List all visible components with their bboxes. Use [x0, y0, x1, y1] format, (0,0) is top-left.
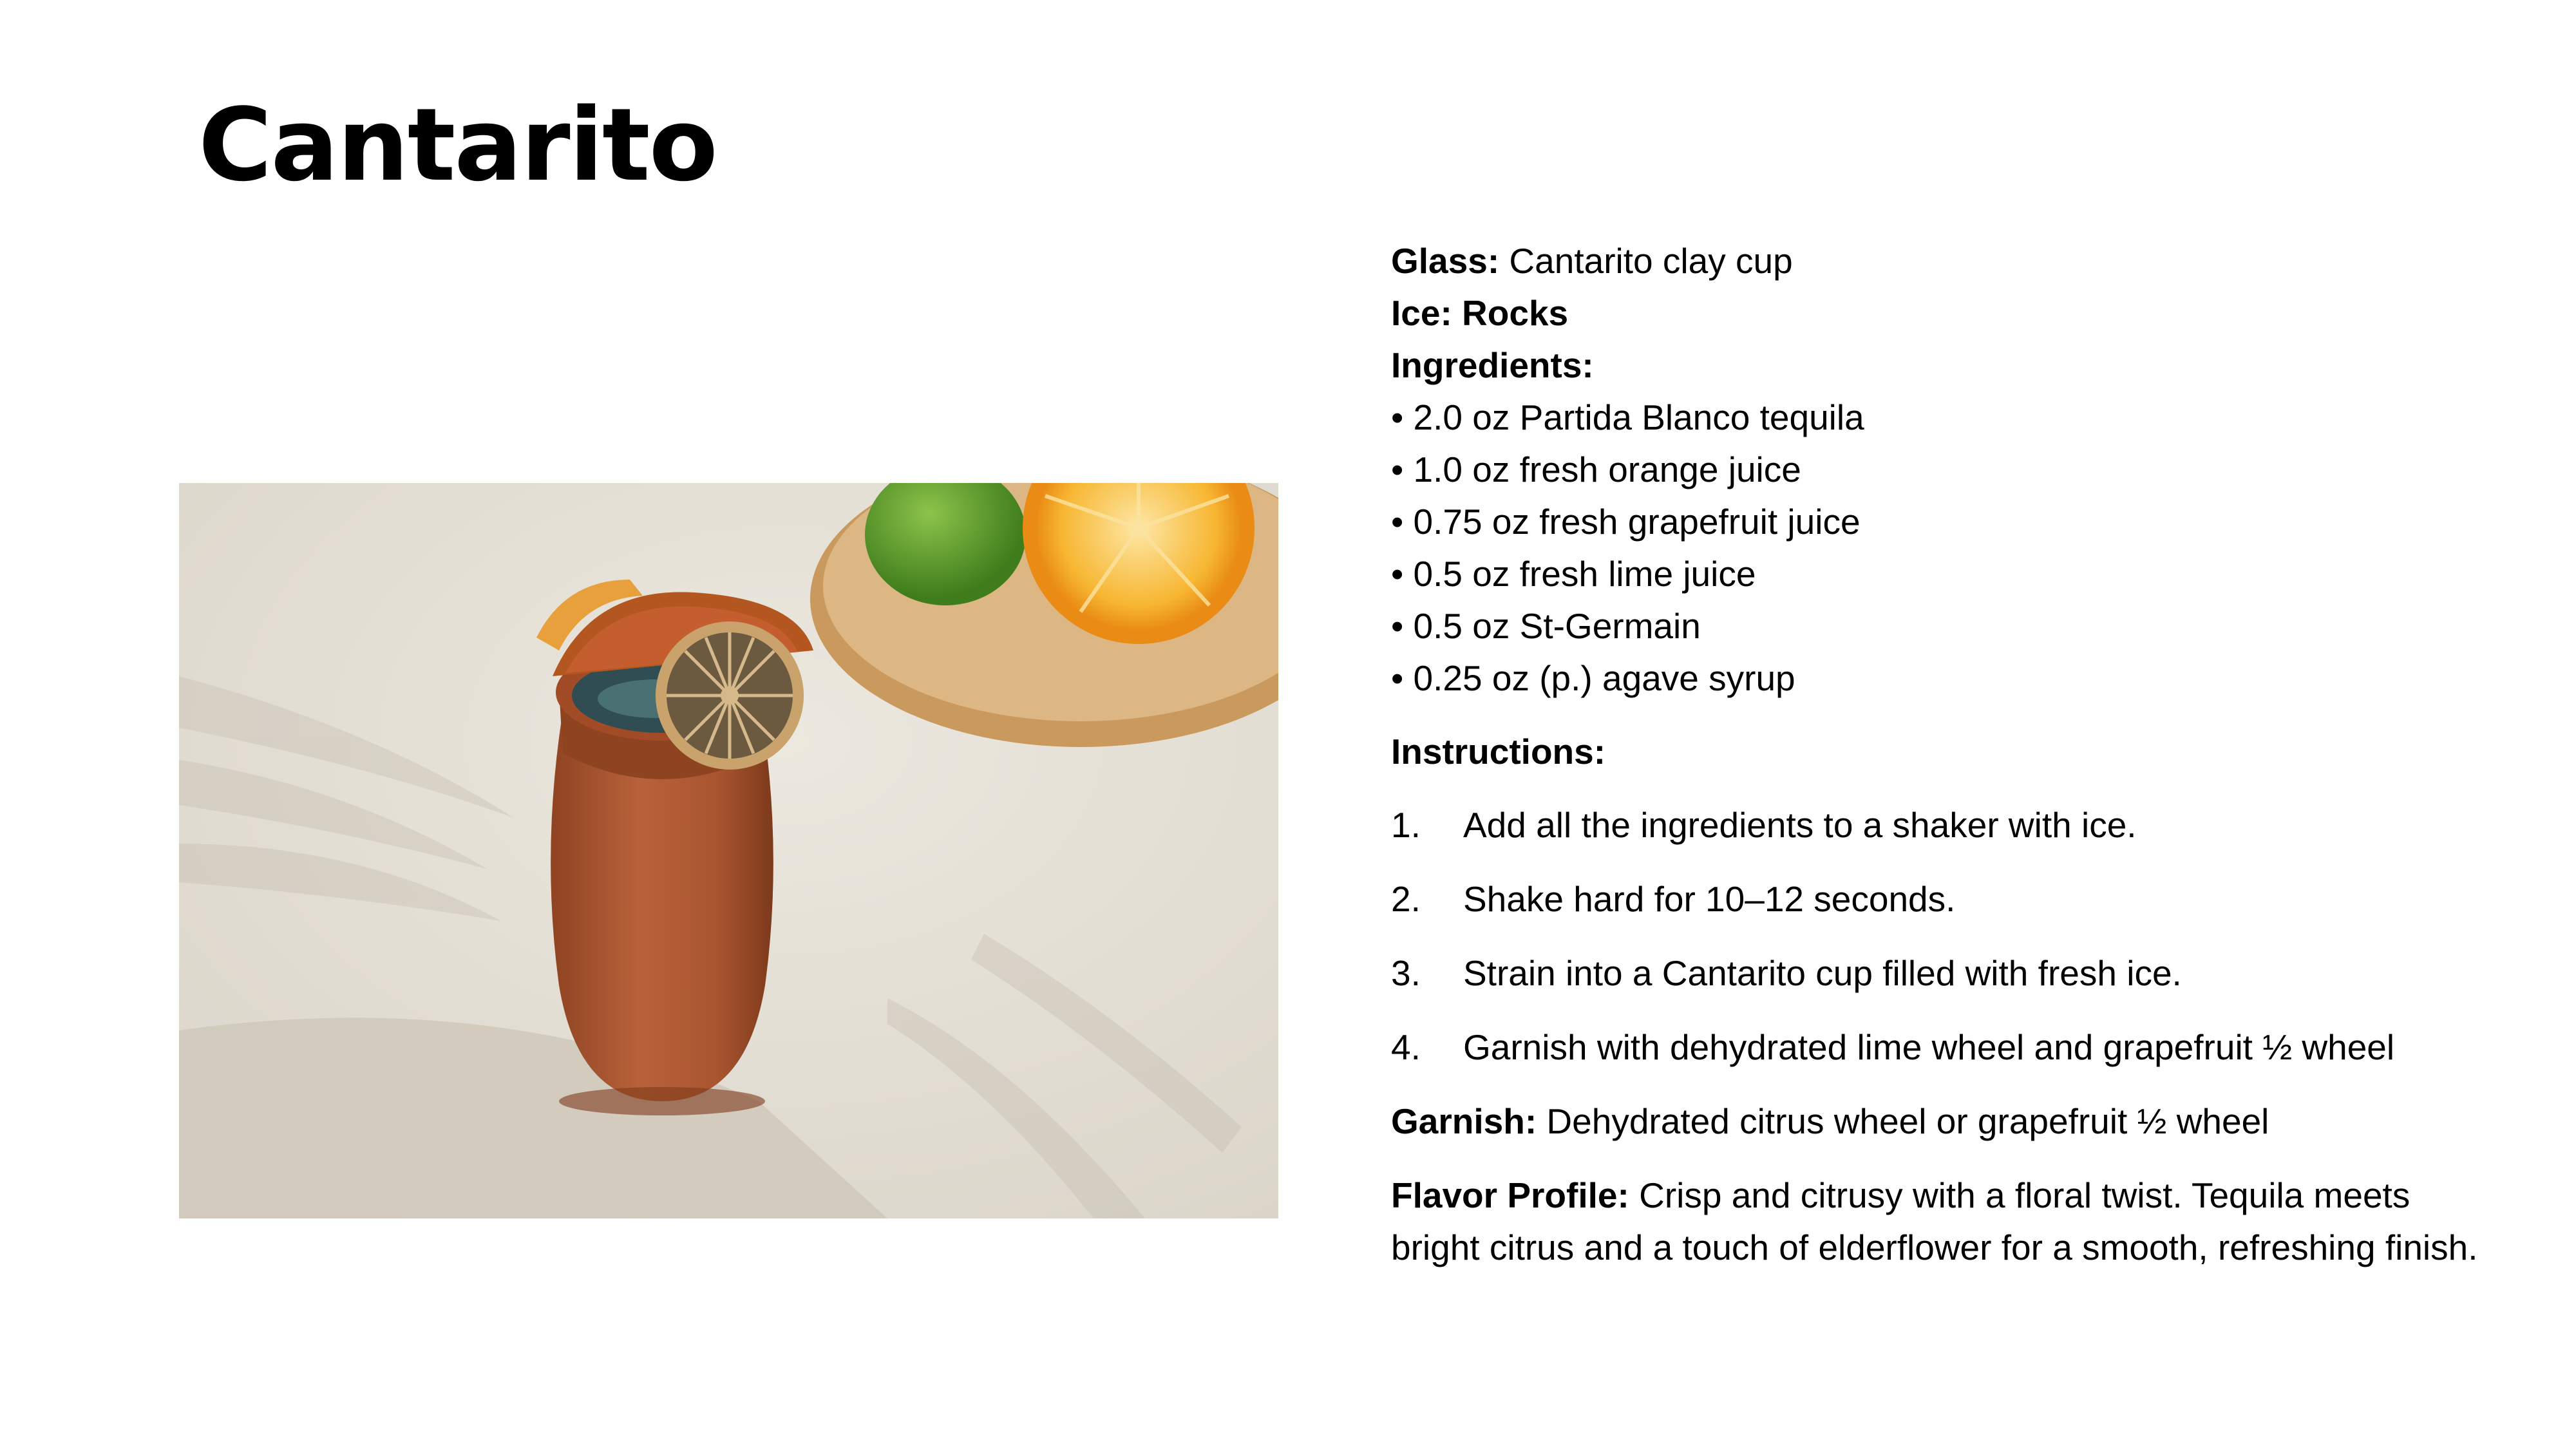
step-number: 2. [1391, 879, 1421, 919]
ingredient-item: • 0.5 oz fresh lime juice [1391, 554, 1756, 594]
ice-line: Ice: Rocks [1391, 293, 1569, 333]
flavor-label: Flavor Profile: [1391, 1175, 1629, 1215]
instruction-step [1391, 873, 2486, 925]
instruction-step [1391, 947, 2486, 999]
ingredient-item: • 0.25 oz (p.) agave syrup [1391, 658, 1795, 698]
ingredient-item: • 0.5 oz St-Germain [1391, 606, 1701, 646]
instruction-step [1391, 1021, 2486, 1074]
glass-label: Glass: [1391, 241, 1500, 281]
ingredient-item: • 1.0 oz fresh orange juice [1391, 450, 1801, 489]
step-text: Add all the ingredients to a shaker with ice. [1463, 805, 2137, 845]
flavor-profile [1391, 1170, 2486, 1274]
ingredient-item: • 2.0 oz Partida Blanco tequila [1391, 397, 1864, 437]
step-text: Garnish with dehydrated lime wheel and grapefruit ½ wheel [1463, 1027, 2395, 1067]
instruction-step [1391, 799, 2486, 851]
glass-value: Cantarito clay cup [1499, 241, 1793, 281]
instructions-list [1391, 799, 2486, 1074]
cantarito-photo [179, 483, 1278, 1218]
step-number: 3. [1391, 953, 1421, 993]
step-text: Strain into a Cantarito cup filled with fresh ice. [1463, 953, 2182, 993]
step-number: 4. [1391, 1027, 1421, 1067]
flavor-value: Crisp and citrusy with a floral twist. Tequila meets bright citrus and a touch of elderflower for a smooth, refreshing finish. [1391, 1175, 2478, 1267]
garnish-label: Garnish: [1391, 1101, 1537, 1141]
ingredients-list [1391, 392, 2486, 705]
instructions-heading: Instructions: [1391, 732, 1606, 772]
step-text: Shake hard for 10–12 seconds. [1463, 879, 1956, 919]
garnish-line [1391, 1095, 2486, 1148]
page-title: Cantarito [198, 86, 717, 204]
garnish-value: Dehydrated citrus wheel or grapefruit ½ wheel [1537, 1101, 2269, 1141]
recipe-details [1391, 235, 2486, 1274]
step-number: 1. [1391, 805, 1421, 845]
ingredients-heading: Ingredients: [1391, 345, 1594, 385]
cantarito-illustration [179, 483, 1278, 1218]
glass-line [1391, 235, 2486, 287]
ingredient-item: • 0.75 oz fresh grapefruit juice [1391, 502, 1861, 542]
